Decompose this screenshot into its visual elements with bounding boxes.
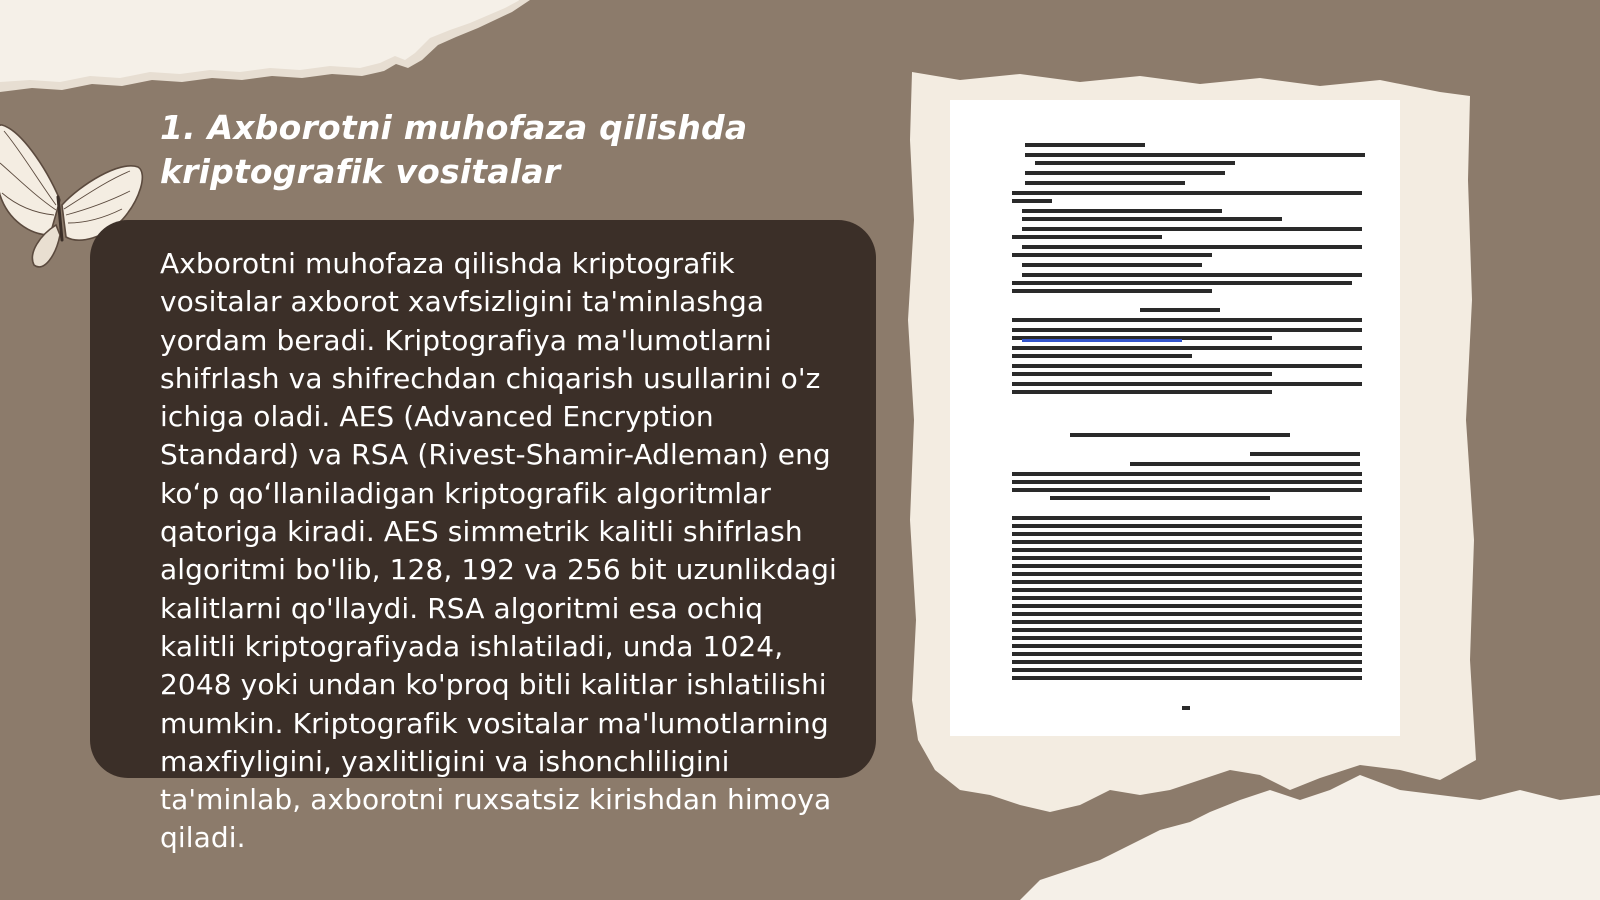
scanned-document-image — [950, 100, 1400, 736]
document-text-lines — [950, 100, 1400, 736]
slide-title: 1. Axborotni muhofaza qilishda kriptografik vositalar — [160, 108, 748, 191]
slide-body-text: Axborotni muhofaza qilishda kriptografik vositalar axborot xavfsizligini ta'minlashga yordam beradi. Kriptografiya ma'lumotlarni shifrlash va shifrechdan chiqarish usullarini o'z ichiga oladi. AES (Advanced Encryption Standard) va RSA (Rivest-Shamir-Adleman) eng koʻp qoʻllaniladigan kriptografik algoritmlar qatoriga kiradi. AES simmetrik kalitli shifrlash algoritmi bo'lib, 128, 192 va 256 bit uzunlikdagi kalitlarni qo'llaydi. RSA algoritmi esa ochiq kalitli kriptografiyada ishlatiladi, unda 1024, 2048 yoki undan ko'proq bitli kalitlar ishlatilishi mumkin. Kriptografik vositalar ma'lumotlarning maxfiyligini, yaxlitligini va ishonchliligini ta'minlab, axborotni ruxsatsiz kirishdan himoya qiladi. — [160, 247, 837, 855]
